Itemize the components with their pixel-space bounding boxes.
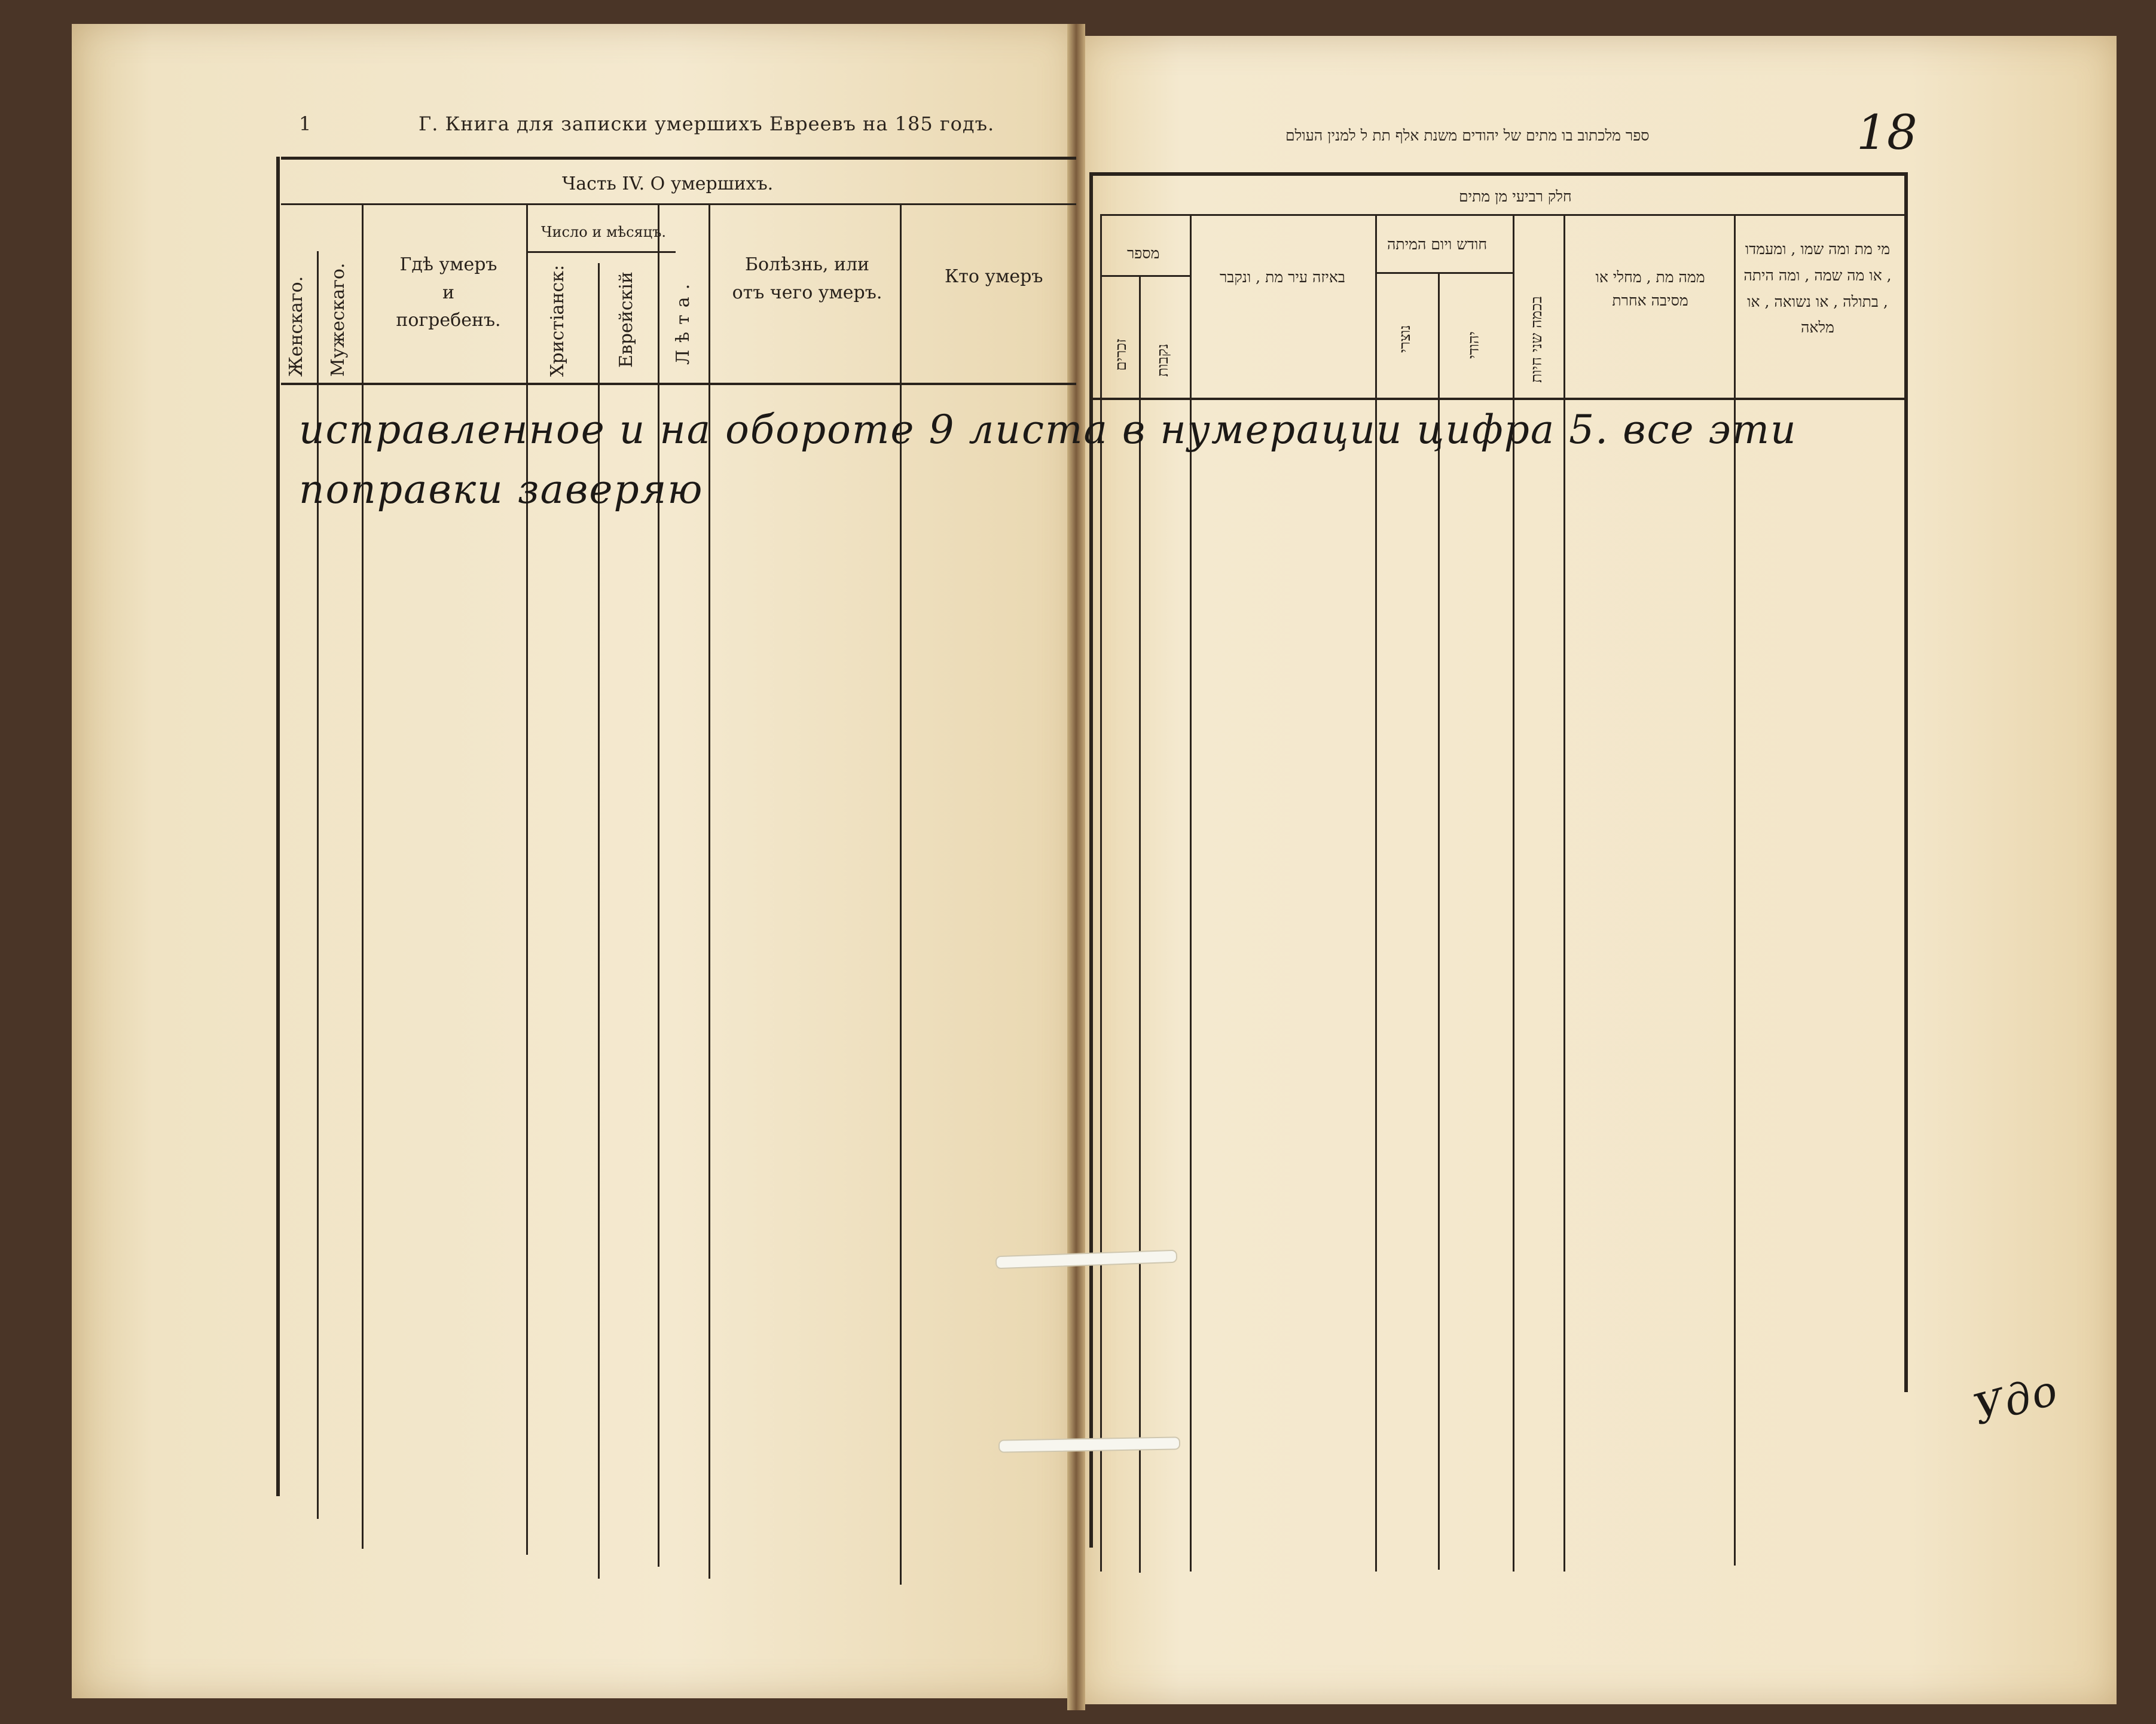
left-col-divider-4	[598, 263, 600, 1579]
column-date-group: Число и мѣсяцъ.	[541, 224, 666, 240]
right-table-part-rule	[1100, 214, 1907, 216]
folio-number: 18	[1856, 105, 1917, 160]
column-female: Женскаго.	[286, 276, 307, 377]
left-table-top-rule	[281, 157, 1076, 160]
column-illness: Болѣзнь, или отъ чего умеръ.	[732, 254, 882, 303]
left-page-title: Г. Книга для записки умершихъ Евреевъ на 185 годъ.	[419, 112, 995, 135]
left-part-title: Часть IV. О умершихъ.	[562, 173, 774, 194]
column-cause: ממה מת , מחלי או מסיבה אחרת	[1595, 268, 1705, 309]
handwritten-note-line-2: поправки заверяю	[299, 466, 704, 512]
left-table-left-border	[276, 157, 280, 1496]
right-col-divider-2	[1139, 275, 1141, 1573]
right-table-right-border	[1904, 172, 1908, 1392]
column-month-day: חודש ויום המיתה	[1387, 236, 1488, 253]
column-males: זכרים	[1112, 338, 1129, 371]
column-christian-calendar: נוצרי	[1396, 325, 1413, 353]
right-number-group-rule	[1100, 275, 1190, 277]
right-part-title: חלק רביעי מן מתים	[1459, 188, 1572, 205]
handwritten-signature: Удо	[1968, 1365, 2064, 1435]
right-page-title: ספר מלכתוב בו מתים של יהודים משנת אלף תת ל למנין העולם	[1285, 127, 1650, 144]
right-table-top-rule	[1091, 172, 1907, 176]
left-col-divider-2	[362, 203, 364, 1549]
column-females: נקבות	[1154, 343, 1171, 377]
handwritten-note-line-1: исправленное и на обороте 9 листа в нумерации цифра 5. все эти	[299, 407, 1797, 453]
column-year: Лѣта.	[673, 276, 694, 365]
column-who: מי מת ומה שמו , ומעמדו , או מה שמה , ומה היתה , בתולה , או נשואה , או מלאה	[1743, 240, 1892, 337]
right-col-divider-5	[1438, 272, 1440, 1570]
binding-thread-top	[995, 1250, 1178, 1270]
left-col-divider-3	[526, 203, 528, 1555]
column-jewish-calendar: יהודי	[1465, 331, 1482, 359]
column-where-died: Гдѣ умеръ и погребенъ.	[396, 254, 501, 331]
column-number: מספר	[1127, 245, 1160, 262]
right-table-left-border	[1089, 172, 1093, 1548]
column-male: Мужескаго.	[328, 263, 349, 377]
right-table-header-bottom-rule	[1091, 398, 1907, 400]
column-who-died: Кто умеръ	[945, 266, 1043, 287]
left-page-mark: 1	[299, 112, 312, 135]
column-years: בכמה שני חיות	[1528, 296, 1545, 383]
left-table-header-bottom-rule	[281, 383, 1076, 385]
left-date-group-rule	[526, 251, 676, 253]
column-jewish-date: Еврейскій	[616, 271, 637, 368]
binding-thread-bottom	[998, 1436, 1180, 1453]
column-where: באיזה עיר מת , ונקבר	[1220, 268, 1345, 286]
right-month-group-rule	[1375, 272, 1513, 274]
left-table-part-rule	[281, 203, 1076, 205]
column-christian-date: Христіанск:	[547, 264, 568, 377]
